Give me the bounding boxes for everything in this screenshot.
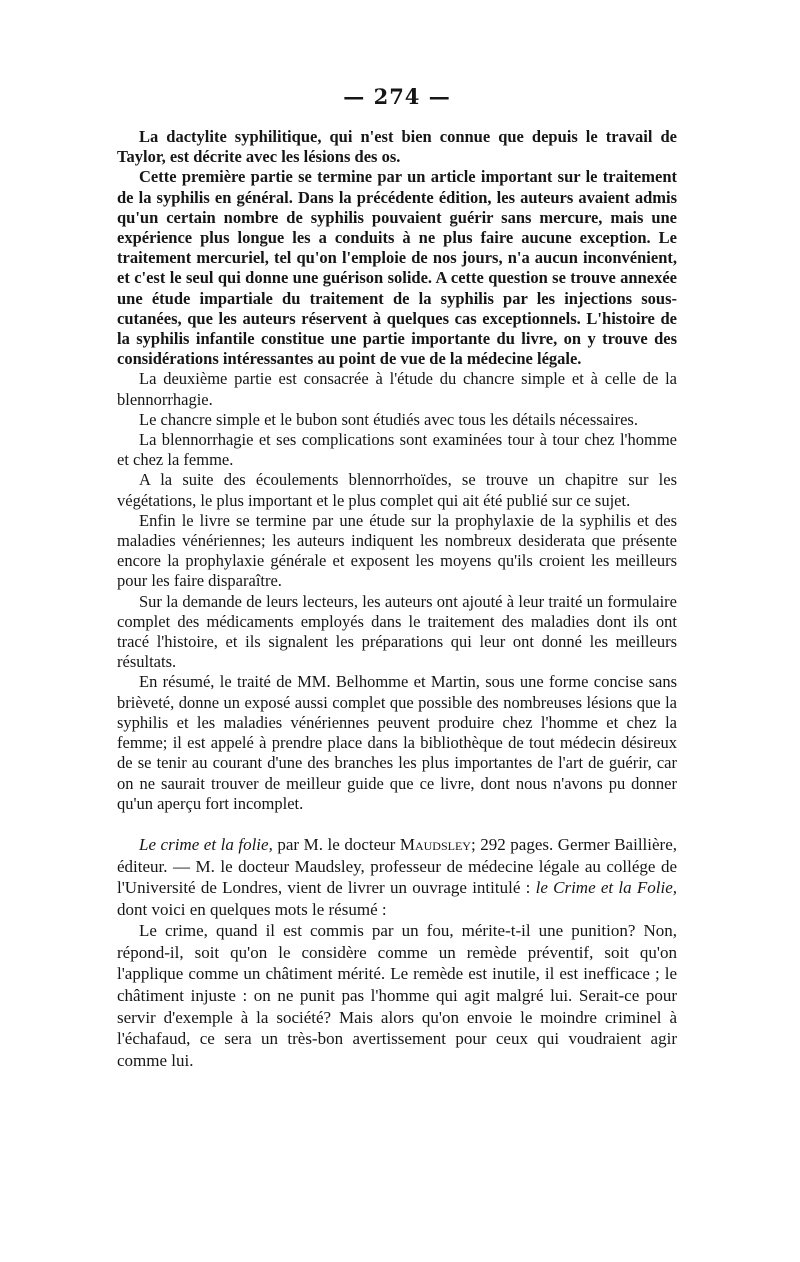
page-number: — 274 — [343,84,451,109]
review-cited-title: le Crime et la Folie, [535,878,678,898]
paragraph-vegetations: A la suite des écoulements blennorrhoïdes, se trouve un chapitre sur les végétations, le plus important et le plus complet qui ait été publié sur ce sujet. [117,470,677,510]
book-review [117,834,677,1072]
paragraph-blennorrhagie: La blennorrhagie et ses complications sont examinées tour à tour chez l'homme et chez la femme. [117,430,677,470]
review-by: par M. le docteur [272,834,400,854]
paragraph-dactylite: La dactylite syphilitique, qui n'est bien connue que depuis le travail de Taylor, est décrite avec les lésions des os. [117,127,677,167]
review-details: ; 292 pages. Germer Baillière, éditeur. — M. le docteur Maudsley, professeur de médecine légale au collége de l'Université de Londres, vient de livrer un ouvrage intitulé : [117,834,677,898]
paragraph-formulaire: Sur la demande de leurs lecteurs, les auteurs ont ajouté à leur traité un formulaire complet des médicaments employés dans le traitement des maladies dont ils ont tracé l'histoire, et ils signalent les préparations qui leur ont donné les meilleurs résultats. [117,591,677,672]
review-title: Le crime et la folie, [139,834,273,854]
review-author: Maudsley [399,834,471,854]
review-intro [117,834,677,920]
review-body: Le crime, quand il est commis par un fou, mérite-t-il une punition? Non, répond-il, soit qu'on le considère comme un remède préventif, soit qu'on l'applique comme un châtiment mérité. Le remède est inutile, il est inefficace ; le châtiment injuste : on ne punit pas l'homme qui agit malgré lui. Serait-ce pour servir d'exemple à la société? Mais alors qu'on envoie le moindre criminel à l'échafaud, ce sera un très-bon avertissement pour ceux qui voudraient agir comme lui. [117,921,677,1070]
paragraph-traitement: Cette première partie se termine par un article important sur le traitement de la syphilis en général. Dans la précédente édition, les auteurs avaient admis qu'un certain nombre de syphilis pouvaient guérir sans mercure, mais une expérience plus longue les a conduits à ne plus faire aucune exception. Le traitement mercuriel, tel qu'on l'emploie de nos jours, n'a aucun inconvénient, et c'est le seul qui donne une guérison solide. A cette question se trouve annexée une étude impartiale du traitement de la syphilis par les injections sous-cutanées, que les auteurs réservent à quelques cas exceptionnels. L'histoire de la syphilis infantile constitue une partie importante du livre, on y trouve des considérations intéressantes au point de vue de la médecine légale. [117,167,677,369]
paragraph-deuxieme-partie: La deuxième partie est consacrée à l'étude du chancre simple et à celle de la blennorrhagie. [117,369,677,409]
paragraph-resume: En résumé, le traité de MM. Belhomme et Martin, sous une forme concise sans brièveté, donne un exposé aussi complet que possible des nombreuses lésions que la syphilis et les maladies vénériennes peuvent produire chez l'homme et chez la femme; il est appelé à prendre place dans la bibliothèque de tout médecin désireux de se tenir au courant d'une des branches les plus importantes de l'art de guérir, car on ne saurait trouver de meilleur guide que ce livre, dont nous n'avons pu donner qu'un aperçu fort incomplet. [117,672,677,813]
review-intro-end: dont voici en quelques mots le résumé : [117,899,387,919]
document-page [117,86,677,1071]
paragraph-prophylaxie: Enfin le livre se termine par une étude sur la prophylaxie de la syphilis et des maladies vénériennes; les auteurs indiquent les nombreux desiderata que présente encore la prophylaxie générale et exposent les moyens qu'ils croient les meilleurs pour les faire disparaître. [117,510,677,591]
paragraph-chancre: Le chancre simple et le bubon sont étudiés avec tous les détails nécessaires. [139,409,638,429]
